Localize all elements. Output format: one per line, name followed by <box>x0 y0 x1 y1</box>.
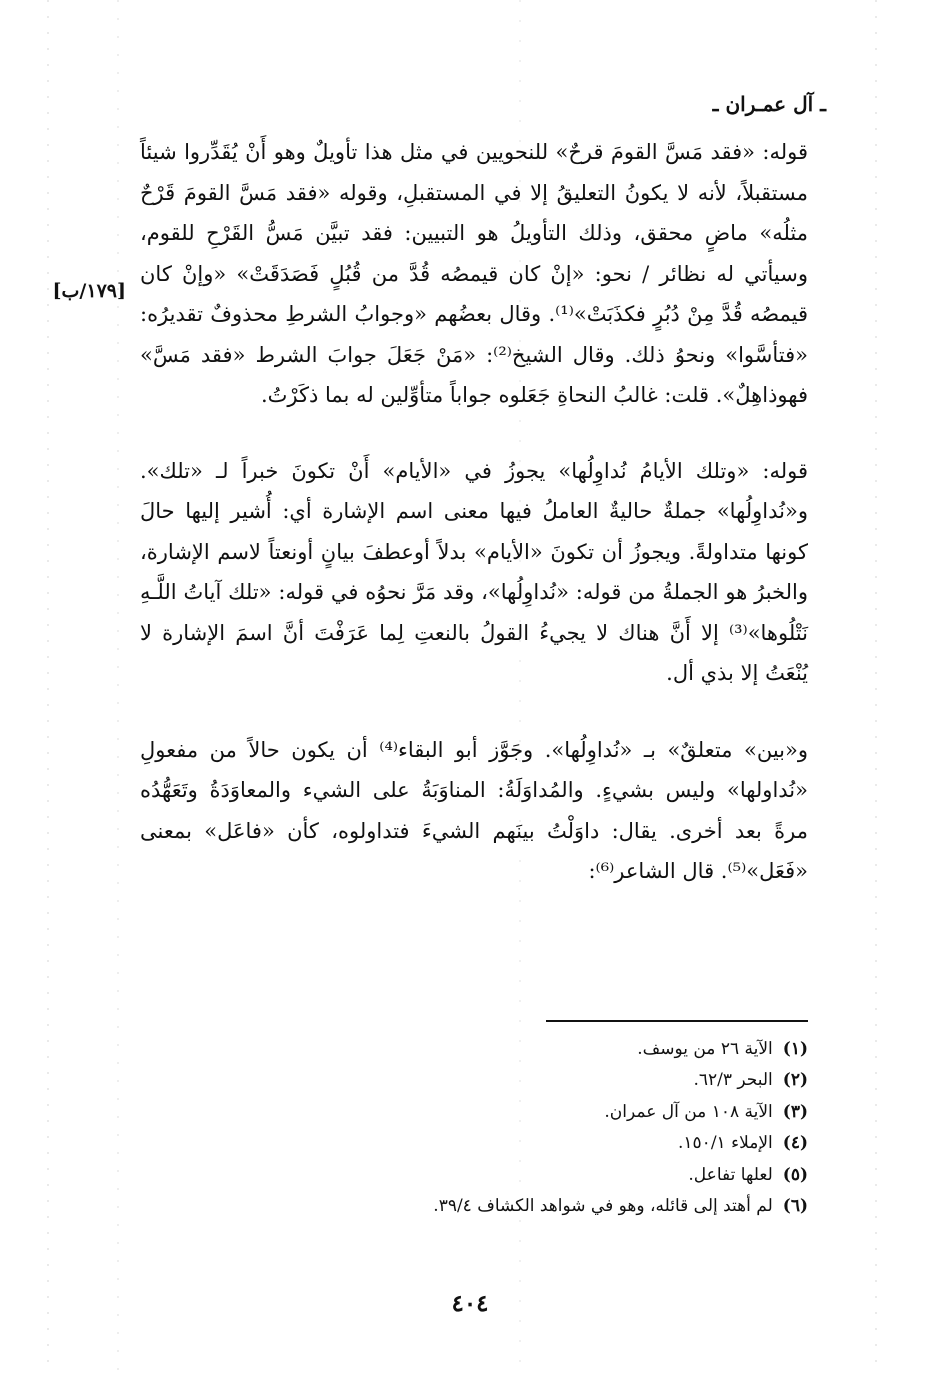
page-number: ٤٠٤ <box>451 1290 489 1317</box>
footnote-number: (١) <box>782 1039 808 1059</box>
paragraph-3: و«بين» متعلقٌ» بـ «نُداوِلُها». وجَوَّز أبو البقاء⁽⁴⁾ أن يكون حالاً من مفعولِ «نُداولها» وليس بشيءٍ. والمُداوَلَةُ: المناوَبَةُ على الشيء والمعاوَدَةُ وتَعَهُّدُه مرةً بعد أخرى. يقال: داوَلْتُ بينَهم الشيءَ فتداولوه، كأن «فاعَل» بمعنى «فَعَل»⁽⁵⁾. قال الشاعر⁽⁶⁾: <box>140 737 809 883</box>
footnote-number: (٦) <box>782 1196 808 1217</box>
paragraph-2: قوله: «وتلك الأيامُ نُداوِلُها» يجوزُ في «الأيام» أَنْ تكونَ خبراً لـ «تلك». و«نُداوِلُها» جملةٌ حاليةٌ العاملُ فيها معنى اسم الإشارة أي: أُشير إليها حالَ كونها متداولةً. ويجوزُ أن تكونَ «الأيام» بدلاً أوعطفَ بيانٍ أونعتاً لاسم الإشارة، والخبرُ هو الجملةُ من قوله: «نُداوِلُها»، وقد مَرَّ نحوُه في قوله: «تلك آياتُ اللَّـهِ نَتْلُوها»⁽³⁾ إلا أَنَّ هناك لا يجيءُ القولُ بالنعتِ لِما عَرَفْتَ أنَّ اسمَ الإشارة لا يُنْعَتُ إلا بذي أل. <box>140 458 808 685</box>
body-text <box>140 132 808 892</box>
footnote-number: (٣) <box>782 1101 808 1122</box>
footnote-item <box>140 1097 808 1128</box>
footnote-number: (٤) <box>782 1133 808 1154</box>
footnote-text: البحر ٦٢/٣. <box>693 1070 773 1091</box>
footnote-item <box>140 1191 808 1222</box>
footnote-text: لم أهتد إلى قائله، وهو في شواهد الكشاف ٣٩/٤. <box>433 1196 773 1217</box>
footnote-text: الآية ١٠٨ من آل عمران. <box>604 1101 773 1122</box>
footnote-text: الإملاء ١٥٠/١. <box>678 1133 773 1154</box>
footnote-separator <box>546 1020 808 1022</box>
footnote-number: (٥) <box>782 1164 808 1185</box>
footnote-item <box>140 1065 808 1096</box>
footnote-number: (٢) <box>782 1070 808 1091</box>
footnote-item <box>140 1160 808 1191</box>
footnote-item <box>140 1034 808 1065</box>
footnote-text: الآية ٢٦ من يوسف. <box>637 1039 773 1059</box>
footnote-item <box>140 1128 808 1159</box>
manuscript-folio-note: [١٧٩/ب] <box>52 280 126 302</box>
footnotes-list <box>140 1034 808 1222</box>
footnote-text: لعلها تفاعل. <box>688 1164 773 1185</box>
running-header: ـ آل عمـران ـ <box>712 92 826 116</box>
paragraph-1: قوله: «فقد مَسَّ القومَ قرحٌ» للنحويين في مثل هذا تأويلٌ وهو أَنْ يُقَدِّروا شيئاً مستقبلاً، لأنه لا يكونُ التعليقُ إلا في المستقبلِ، وقوله «فقد مَسَّ القومَ قَرْحٌ مثلُه» ماضٍ محقق، وذلك التأويلُ هو التبيين: فقد تبيَّن مَسُّ القَرْحِ للقوم، وسيأتي له نظائر / نحو: «إنْ كان قيمصُه قُدَّ من قُبُلٍ فَصَدَقَتْ» «وإنْ كان قيمصُه قُدَّ مِنْ دُبُرٍ فكذَبَتْ»⁽¹⁾. وقال بعضُهم «وجوابُ الشرطِ محذوفٌ تقديرُه: «فتأسَّوا» ونحوُ ذلك. وقال الشيخ⁽²⁾: «مَنْ جَعَلَ جوابَ الشرط «فقد مَسَّ» فهوذاهِلٌ». قلت: غالبُ النحاةِ جَعَلوه جواباً متأوِّلين له بما ذكَرْتُ. <box>140 140 808 407</box>
